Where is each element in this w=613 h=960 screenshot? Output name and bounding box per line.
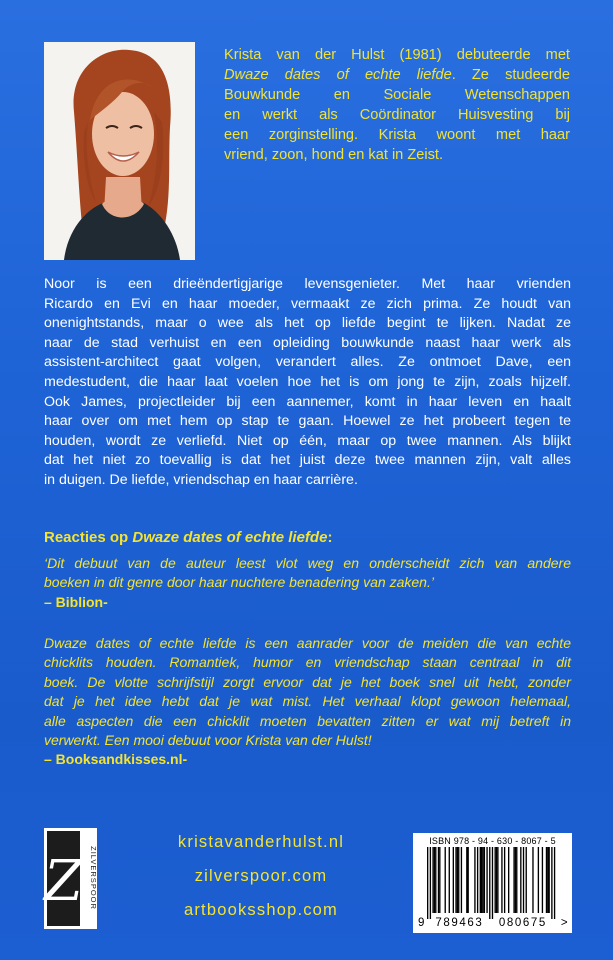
- barcode-bar: [466, 847, 467, 913]
- review-line: alle aspecten die een chicklit moeten bevatten zitten er wat mij betreft in: [44, 712, 571, 729]
- barcode-bar: [480, 847, 481, 913]
- barcode-bar: [461, 847, 462, 913]
- barcode-bar: [516, 847, 517, 913]
- synopsis-line: assistent-architect gaat volgen, verandert alles. Ze ontmoet Dave, een: [44, 354, 571, 371]
- publisher-logo: [44, 828, 97, 929]
- barcode-bar: [492, 847, 493, 919]
- link-kristavanderhulst[interactable]: kristavanderhulst.nl: [177, 833, 345, 851]
- review-source: – Biblion-: [44, 593, 108, 610]
- barcode-bar: [504, 847, 505, 913]
- book-synopsis: [44, 275, 571, 491]
- barcode-bar: [458, 847, 459, 913]
- barcode-bar: [497, 847, 498, 913]
- synopsis-line: Ook James, projectleider bij een aannemer, komt in haar leven en haalt: [44, 393, 571, 410]
- barcode-bar: [551, 847, 552, 919]
- synopsis-line: haar over om met hem op stap te gaan. Hoewel ze het probeert tegen te: [44, 413, 571, 430]
- synopsis-line: medestudent, die haar laat voelen hoe het is om jong te zijn, zoals hijzelf.: [44, 373, 571, 390]
- barcode-bar: [542, 847, 543, 913]
- review-line: ‘Dit debuut van de auteur leest vlot weg en onderscheidt zich van andere: [44, 555, 571, 571]
- barcode-bar: [547, 847, 548, 913]
- link-zilverspoor[interactable]: zilverspoor.com: [194, 867, 328, 885]
- review-biblion: [44, 554, 571, 612]
- barcode-bar: [486, 847, 487, 913]
- barcode-bar: [526, 847, 527, 913]
- barcode-bar: [474, 847, 475, 913]
- review-line: dat je het idee hebt dat je wat mist. Het verhaal klopt gewoon helemaal,: [44, 693, 571, 710]
- barcode-bar: [489, 847, 490, 919]
- barcode-bar: [484, 847, 485, 913]
- zilverspoor-logo-icon: [44, 828, 97, 929]
- barcode-bar: [508, 847, 509, 913]
- barcode-bar: [453, 847, 454, 913]
- barcode-left-digits: 789463: [435, 917, 484, 929]
- bio-book-title: Dwaze dates of echte liefde: [224, 67, 452, 83]
- website-links: [143, 833, 379, 935]
- barcode-graphic: [413, 833, 572, 933]
- barcode-bar: [523, 847, 524, 913]
- synopsis-line: dat het niet zo toevallig is dat het juist deze twee mannen zijn, valt alles: [44, 452, 571, 469]
- barcode-bar: [515, 847, 516, 913]
- barcode-first-digit: 9: [418, 917, 426, 929]
- bio-line-with-title: [224, 65, 570, 85]
- review-line: boek. De vlotte schrijfstijl zorgt ervoor dat je het boek snel uit hebt, zonder: [44, 673, 571, 690]
- review-line: verwerkt. Een mooi debuut voor Krista van der Hulst!: [44, 732, 372, 749]
- barcode-bar: [501, 847, 502, 913]
- author-bio: [224, 45, 570, 165]
- isbn-label: ISBN 978 - 94 - 630 - 8067 - 5: [429, 836, 556, 846]
- barcode-bar: [532, 847, 533, 913]
- synopsis-line: houden, wordt ze verliefd. Niet op één, maar op twee mannen. Als blijkt: [44, 432, 571, 449]
- barcode-bar: [455, 847, 456, 913]
- barcode-bar: [549, 847, 550, 913]
- barcode-bar: [439, 847, 440, 913]
- synopsis-line: Noor is een drieëndertigjarige levensgenieter. Met haar vrienden: [44, 276, 571, 292]
- barcode-bar: [434, 847, 435, 913]
- reviews-heading: [44, 529, 332, 546]
- barcode-bar: [482, 847, 483, 913]
- synopsis-line: in duigen. De liefde, vriendschap en haar carrière.: [44, 471, 358, 488]
- barcode-bar: [457, 847, 458, 913]
- barcode-bar: [554, 847, 555, 919]
- barcode-bar: [438, 847, 439, 913]
- logo-letter: Z: [44, 849, 83, 914]
- bio-line: Bouwkunde en Sociale Wetenschappen: [224, 87, 570, 103]
- author-photo: [44, 42, 195, 260]
- bio-line: vriend, zoon, hond en kat in Zeist.: [224, 147, 444, 163]
- bio-line: en werkt als Coördinator Huisvesting bij: [224, 107, 570, 123]
- author-portrait-image: [44, 42, 195, 260]
- reviews-heading-prefix: Reacties op: [44, 529, 133, 546]
- barcode-bar: [538, 847, 539, 913]
- reviews-heading-title: Dwaze dates of echte liefde: [132, 529, 328, 546]
- review-source: – Booksandkisses.nl-: [44, 751, 188, 768]
- synopsis-line: naar de stad verhuist en een opleiding bouwkunde naast haar werk als: [44, 334, 571, 351]
- bio-line-rest: . Ze studeerde: [451, 67, 570, 83]
- barcode-bar: [430, 847, 431, 919]
- barcode-bar: [468, 847, 469, 913]
- review-line: boeken in dit genre door haar nuchtere benadering van zaken.’: [44, 574, 434, 591]
- barcode-bar: [546, 847, 547, 913]
- bio-line: een zorginstelling. Krista woont met haar: [224, 127, 570, 143]
- isbn-barcode: [413, 833, 572, 933]
- barcode-bar: [435, 847, 436, 913]
- review-line: chicklits houden. Romantiek, humor en vriendschap staan centraal in dit: [44, 654, 571, 671]
- barcode-bar: [449, 847, 450, 913]
- barcode-bar: [520, 847, 521, 913]
- barcode-bar: [445, 847, 446, 913]
- barcode-bar: [432, 847, 433, 913]
- barcode-right-digits: 080675: [498, 917, 547, 929]
- barcode-quiet-zone-mark: >: [560, 917, 570, 929]
- synopsis-line: Ricardo en Evi en haar moeder, vermaakt ze zich prima. Ze houdt van: [44, 295, 571, 312]
- review-booksandkisses: [44, 634, 571, 770]
- bio-line: Krista van der Hulst (1981) debuteerde met: [224, 47, 570, 63]
- review-line-with-title: Dwaze dates of echte liefde is een aanrader voor de meiden die van echte: [44, 635, 571, 651]
- barcode-bar: [477, 847, 478, 913]
- barcode-bar: [427, 847, 428, 919]
- barcode-bar: [496, 847, 497, 913]
- synopsis-line: onenightstands, maar o wee als het op liefde begint te lijken. Nadat ze: [44, 315, 571, 332]
- reviews-heading-suffix: :: [327, 529, 333, 546]
- logo-wordmark: ZILVERSPOOR: [89, 846, 98, 910]
- link-artbooksshop[interactable]: artbooksshop.com: [183, 901, 339, 919]
- barcode-bar: [513, 847, 514, 913]
- barcode-bar: [495, 847, 496, 913]
- barcode-bar: [481, 847, 482, 913]
